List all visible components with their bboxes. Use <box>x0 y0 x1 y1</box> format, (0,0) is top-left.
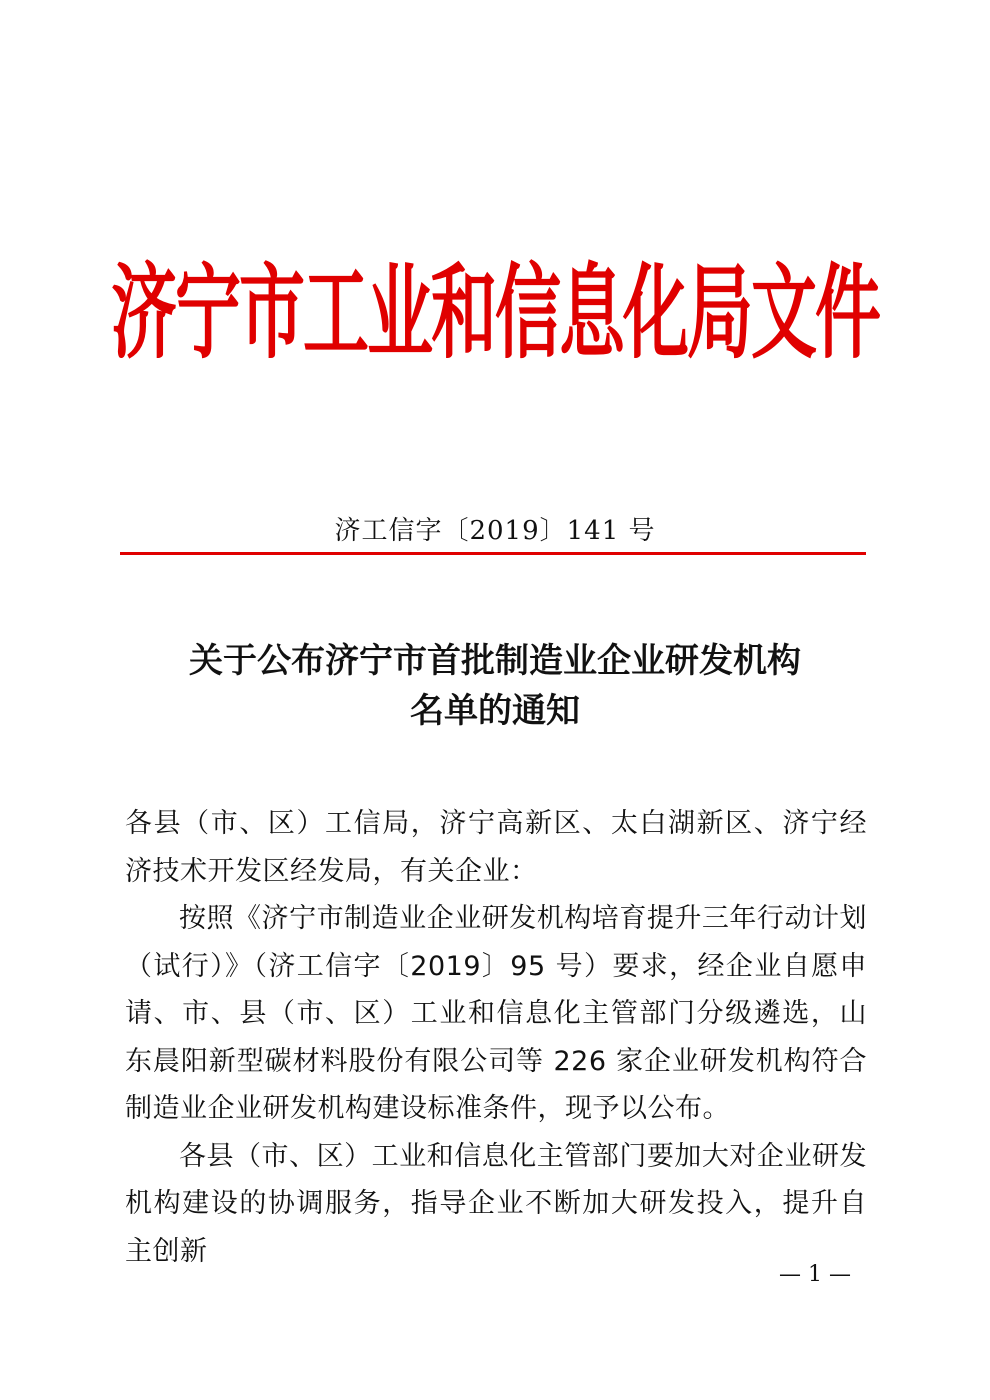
document-number: 济工信字〔2019〕141 号 <box>334 516 656 546</box>
document-header-title: 济宁市工业和信息化局文件 <box>111 252 879 372</box>
red-divider-line <box>120 552 866 555</box>
notice-body <box>125 800 867 1275</box>
notice-title-line-2: 名单的通知 <box>410 691 580 731</box>
body-paragraph-1: 按照《济宁市制造业企业研发机构培育提升三年行动计划（试行）》（济工信字〔2019〕95 号）要求，经企业自愿申请、市、县（市、区）工业和信息化主管部门分级遴选，山东晨阳新型碳材料股份有限公司等 226 家企业研发机构符合制造业企业研发机构建设标准条件，现予以公布。 <box>125 903 867 1124</box>
body-paragraph-2: 各县（市、区）工业和信息化主管部门要加大对企业研发机构建设的协调服务，指导企业不断加大研发投入，提升自主创新 <box>125 1140 867 1267</box>
notice-title-line-1: 关于公布济宁市首批制造业企业研发机构 <box>189 641 801 681</box>
notice-title <box>0 636 990 736</box>
page-number: — 1 — <box>779 1262 851 1287</box>
addressee-paragraph: 各县（市、区）工信局，济宁高新区、太白湖新区、济宁经济技术开发区经发局，有关企业： <box>125 808 867 887</box>
